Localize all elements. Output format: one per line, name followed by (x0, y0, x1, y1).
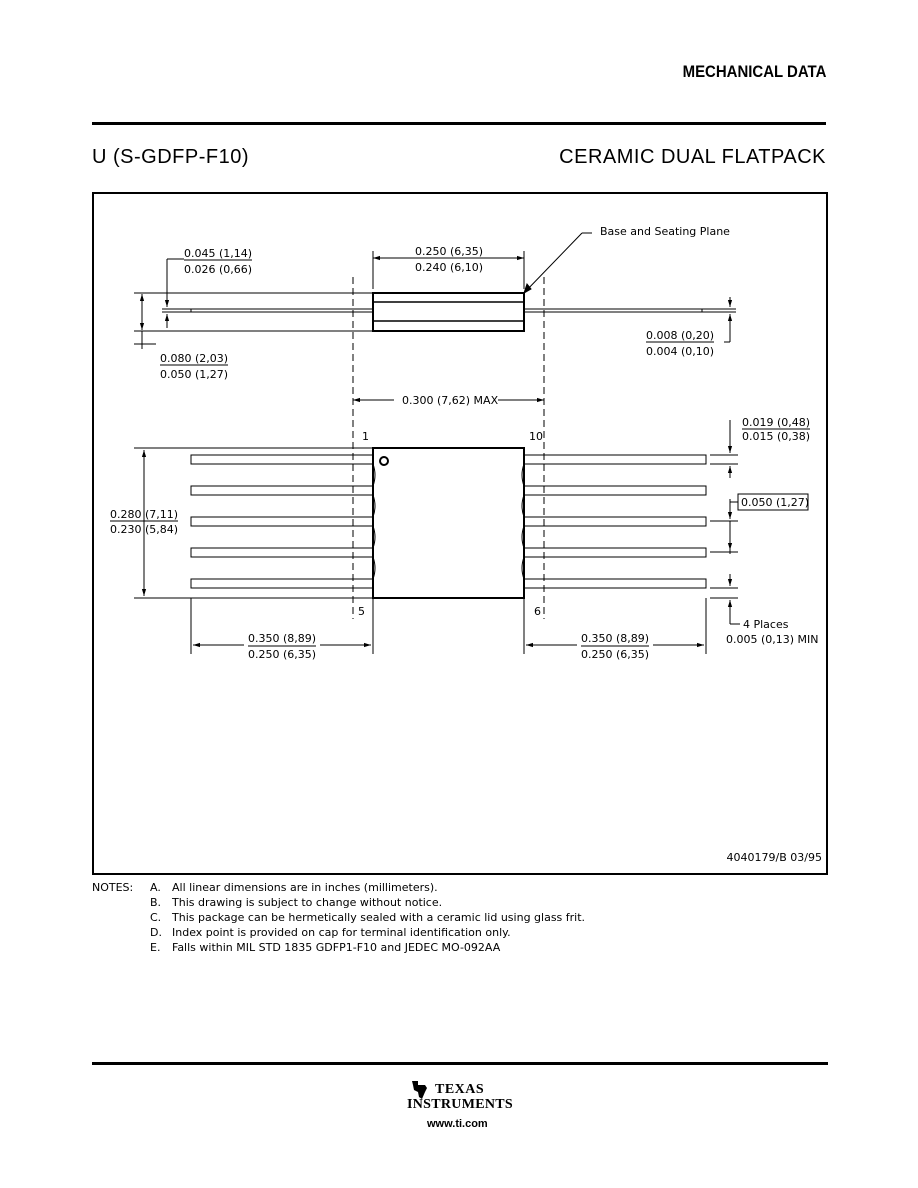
note-text: This package can be hermetically sealed with a ceramic lid using glass frit. (172, 911, 586, 924)
side-body (373, 293, 524, 331)
brand-line-2: INSTRUMENTS (407, 1097, 513, 1112)
dim-lead-span: 0.300 (7,62) MAX (402, 394, 499, 407)
note-item (150, 880, 585, 895)
brand-url[interactable]: www.ti.com (427, 1118, 488, 1130)
side-lead-right (524, 309, 702, 312)
dim-lead-w-max: 0.019 (0,48) (742, 416, 811, 429)
top-body (373, 448, 524, 598)
note-key: B. (150, 896, 162, 909)
dim-lead-thk-min: 0.004 (0,10) (646, 345, 715, 358)
pin-6-label: 6 (534, 605, 541, 618)
note-key: A. (150, 881, 161, 894)
mechanical-drawing (92, 192, 828, 875)
places-value: 0.005 (0,13) MIN (726, 633, 819, 646)
dim-body-w-max: 0.280 (7,11) (110, 508, 179, 521)
section-title: MECHANICAL DATA (682, 62, 826, 81)
dim-body-len-min: 0.240 (6,10) (415, 261, 484, 274)
dim-lead-len-left-max: 0.350 (8,89) (248, 632, 317, 645)
header-rule (92, 122, 826, 125)
notes-list (150, 880, 585, 955)
dim-lead-len-left-min: 0.250 (6,35) (248, 648, 317, 661)
ti-logo (407, 1078, 517, 1132)
note-item (150, 895, 585, 910)
revision-code: 4040179/B 03/95 (726, 851, 822, 864)
note-key: D. (150, 926, 162, 939)
note-item (150, 925, 585, 940)
package-designator: U (S-GDFP-F10) (92, 146, 249, 168)
note-item (150, 940, 585, 955)
dim-height-min: 0.050 (1,27) (160, 368, 229, 381)
brand-line-1: TEXAS (435, 1082, 485, 1097)
note-key: E. (150, 941, 161, 954)
dim-lead-len-right-min: 0.250 (6,35) (581, 648, 650, 661)
dim-lead-top-min: 0.026 (0,66) (184, 263, 253, 276)
drawing-canvas (94, 194, 826, 873)
places-label: 4 Places (743, 618, 789, 631)
callout-base-seating: Base and Seating Plane (600, 225, 730, 238)
note-text: Index point is provided on cap for terminal identification only. (172, 926, 511, 939)
footer-rule (92, 1062, 828, 1065)
dim-lead-thk-max: 0.008 (0,20) (646, 329, 715, 342)
note-key: C. (150, 911, 162, 924)
dim-body-len-max: 0.250 (6,35) (415, 245, 484, 258)
dim-height-max: 0.080 (2,03) (160, 352, 229, 365)
notes-label: NOTES: (92, 881, 134, 894)
dim-body-w-min: 0.230 (5,84) (110, 523, 179, 536)
package-type: CERAMIC DUAL FLATPACK (559, 146, 826, 168)
note-text: This drawing is subject to change without notice. (172, 896, 443, 909)
dim-lead-w-min: 0.015 (0,38) (742, 430, 811, 443)
note-item (150, 910, 585, 925)
dim-pitch: 0.050 (1,27) (741, 496, 810, 509)
note-text: Falls within MIL STD 1835 GDFP1-F10 and JEDEC MO-092AA (172, 941, 501, 954)
dim-lead-top-max: 0.045 (1,14) (184, 247, 253, 260)
dim-lead-len-right-max: 0.350 (8,89) (581, 632, 650, 645)
pin-1-label: 1 (362, 430, 369, 443)
note-text: All linear dimensions are in inches (millimeters). (172, 881, 438, 894)
pin-5-label: 5 (358, 605, 365, 618)
index-point (380, 457, 388, 465)
side-lead-left (191, 309, 373, 312)
pin-10-label: 10 (529, 430, 543, 443)
